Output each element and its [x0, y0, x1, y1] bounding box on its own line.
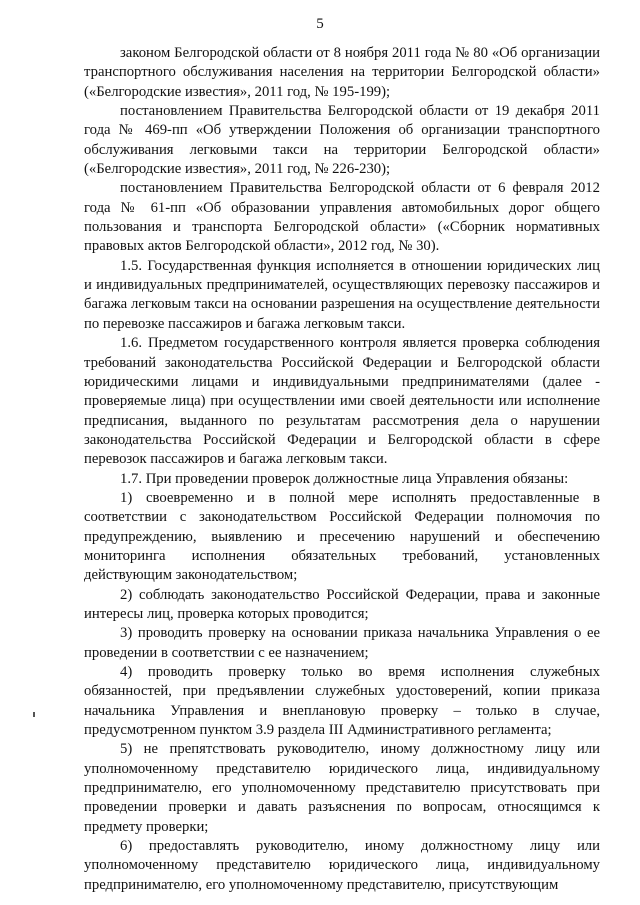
paragraph-law-80: законом Белгородской области от 8 ноября 2011 года № 80 «Об организации транспортного обслуживания населения на территории Белгородской области» («Белгородские известия», 2011 год, № 195-199);	[84, 45, 600, 100]
list-item-3: 3) проводить проверку на основании приказа начальника Управления о ее проведении в соответствии с ее назначением;	[84, 625, 600, 661]
document-body	[84, 44, 600, 895]
list-item-4: 4) проводить проверку только во время исполнения служебных обязанностей, при предъявлении служебных удостоверений, копии приказа начальника Управления и внеплановую проверку – только в случае, предусмотренном пунктом 3.9 раздела III Административного регламента;	[84, 664, 600, 739]
paragraph-1-6: 1.6. Предметом государственного контроля является проверка соблюдения требований законодательства Российской Федерации и Белгородской области юридическими лицами и индивидуальными предпринимателями (далее - проверяемые лица) при осуществлении ими своей деятельности или исполнение предписания, выданного по результатам рассмотрения дела о нарушении законодательства Российской Федерации и Белгородской области в сфере перевозок пассажиров и багажа легковым такси.	[84, 335, 600, 468]
paragraph-1-5: 1.5. Государственная функция исполняется в отношении юридических лиц и индивидуальных предпринимателей, осуществляющих перевозку пассажиров и багажа легковым такси на основании разрешения на осуществление деятельности по перевозке пассажиров и багажа легковым такси.	[84, 257, 600, 332]
paragraph-resolution-61: постановлением Правительства Белгородской области от 6 февраля 2012 года № 61-пп «Об образовании управления автомобильных дорог общего пользования и транспорта Белгородской области» («Сборник нормативных правовых актов Белгородской области», 2012 год, № 30).	[84, 180, 600, 255]
list-item-2: 2) соблюдать законодательство Российской Федерации, права и законные интересы лиц, проверка которых проводится;	[84, 586, 600, 622]
page-number: 5	[316, 16, 324, 32]
paragraph-resolution-469: постановлением Правительства Белгородской области от 19 декабря 2011 года № 469-пп «Об утверждении Положения об организации транспортного обслуживания легковыми такси на территории Белгородской области» («Белгородские известия», 2011 год, № 226-230);	[84, 103, 600, 178]
paragraph-1-7: 1.7. При проведении проверок должностные лица Управления обязаны:	[120, 470, 569, 487]
list-item-5: 5) не препятствовать руководителю, иному должностному лицу или уполномоченному представителю юридического лица, индивидуальному предпринимателю, его уполномоченному представителю присутствовать при проведении проверки и давать разъяснения по вопросам, относящимся к предмету проверки;	[84, 741, 600, 835]
list-item-1: 1) своевременно и в полной мере исполнять предоставленные в соответствии с законодательством Российской Федерации полномочия по предупреждению, выявлению и пресечению нарушений и обеспечению мониторинга исполнения обязательных требований, установленных действующим законодательством;	[84, 489, 600, 584]
scan-margin-mark	[33, 712, 35, 717]
list-item-6: 6) предоставлять руководителю, иному должностному лицу или уполномоченному представителю юридического лица, индивидуальному предпринимателю, его уполномоченному представителю, присутствующим	[84, 838, 600, 893]
